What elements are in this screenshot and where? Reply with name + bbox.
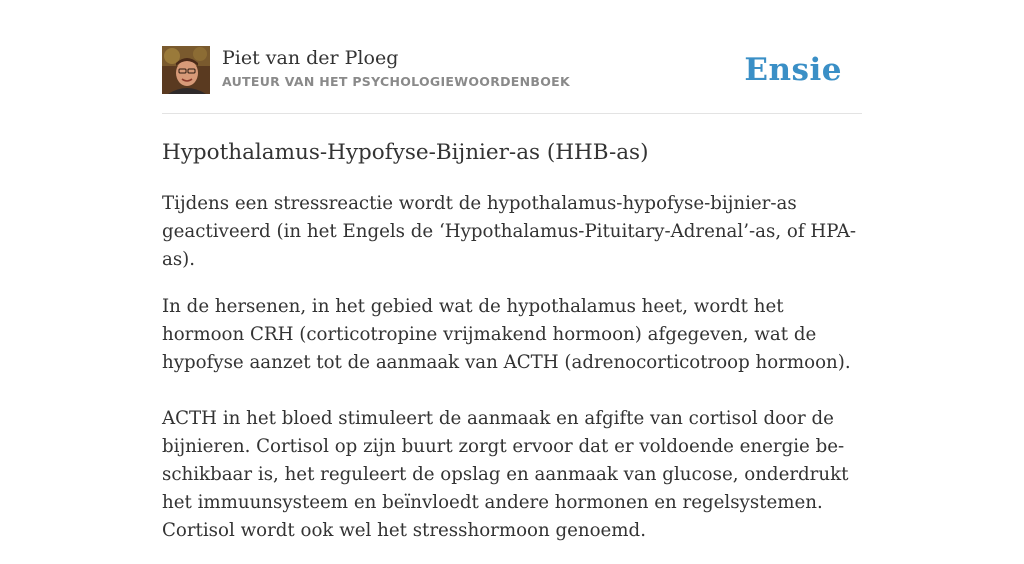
- author-role: AUTEUR VAN HET PSYCHOLOGIEWOORDENBOEK: [222, 74, 570, 89]
- article-title: Hypothalamus-Hypofyse-Bijnier-as (HHB-as): [162, 140, 649, 165]
- author-photo-icon: [162, 46, 210, 94]
- article-paragraph-1: Tijdens een stressreactie wordt de hypothalamus-hypofyse-bijnier-as geactiveerd (in het Engels de ‘Hypothalamus-Pituitary-Adrenal’-as, of HPA-as).: [162, 193, 857, 270]
- author-avatar[interactable]: [162, 46, 210, 94]
- ensie-logo[interactable]: Ensie: [744, 52, 842, 88]
- article-paragraph-2: In de hersenen, in het gebied wat de hypothalamus heet, wordt het hormoon CRH (corticotropine vrijmakend hormoon) afgegeven, wat de hypofyse aanzet tot de aanmaak van ACTH (adrenocorticotroop hormoon).: [162, 296, 851, 373]
- author-name[interactable]: Piet van der Ploeg: [222, 47, 399, 69]
- article-paragraph-3: ACTH in het bloed stimuleert de aanmaak en afgifte van cortisol door de bijnieren. Cortisol op zijn buurt zorgt ervoor dat er voldoende energie be-schikbaar is, het reguleert de opslag en aanmaak van glucose, onderdrukt het immuunsysteem en beïnvloedt andere hormonen en regelsystemen. Cortisol wordt ook wel het stresshormoon genoemd.: [162, 408, 849, 541]
- article-body: [162, 190, 867, 564]
- header-divider: [162, 113, 862, 114]
- paragraph-spacer: [162, 377, 867, 405]
- author-header: [162, 46, 862, 96]
